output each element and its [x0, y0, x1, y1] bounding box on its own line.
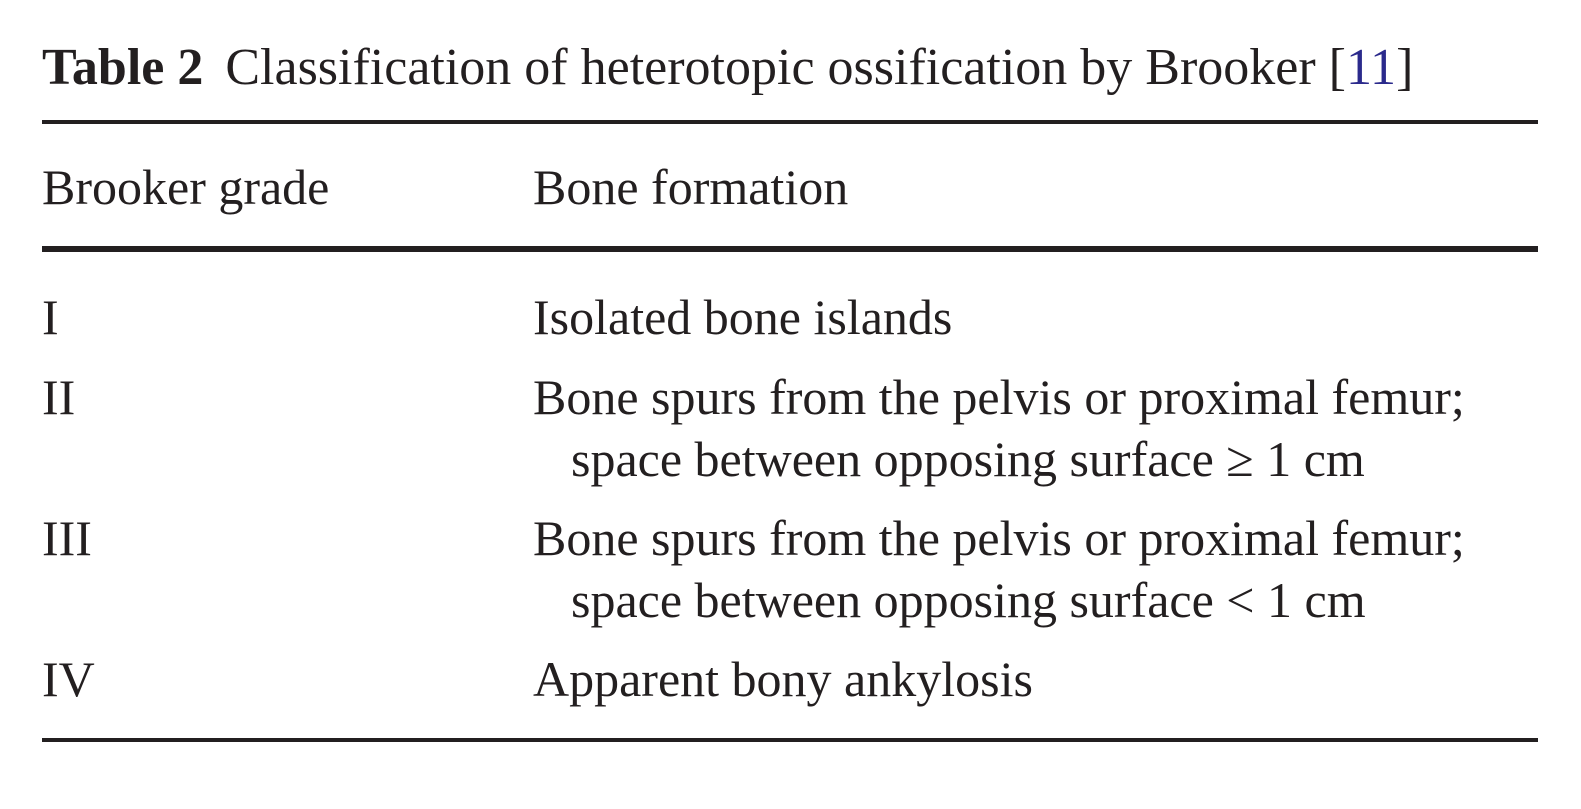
- row-3-formation-line-2: space between opposing surface < 1 cm: [571, 572, 1366, 628]
- header-formation: Bone formation: [533, 159, 849, 215]
- row-1-formation-line-1: Isolated bone islands: [533, 289, 953, 345]
- table-label: Table 2: [42, 39, 204, 96]
- row-2-formation-line-1: Bone spurs from the pelvis or proximal femur;: [533, 369, 1465, 425]
- row-4-formation: [533, 648, 1033, 710]
- top-rule: [42, 120, 1538, 124]
- table-caption: [42, 36, 1413, 100]
- caption-close: ]: [1396, 39, 1414, 96]
- caption-text: Classification of heterotopic ossification by Brooker [: [225, 39, 1346, 96]
- row-1-formation: [533, 286, 952, 348]
- row-4-grade: IV: [42, 651, 95, 707]
- header-grade: Brooker grade: [42, 159, 330, 215]
- row-3-formation: [533, 507, 1465, 631]
- row-2-formation-line-2: space between opposing surface ≥ 1 cm: [571, 431, 1365, 487]
- header-rule: [42, 246, 1538, 252]
- row-4-formation-line-1: Apparent bony ankylosis: [533, 651, 1033, 707]
- reference-link[interactable]: 11: [1345, 39, 1397, 96]
- row-2-formation: [533, 366, 1465, 490]
- row-1-grade: I: [42, 289, 59, 345]
- row-2-grade: II: [42, 369, 76, 425]
- row-3-grade: III: [42, 510, 92, 566]
- bottom-rule: [42, 738, 1538, 742]
- row-3-formation-line-1: Bone spurs from the pelvis or proximal femur;: [533, 510, 1465, 566]
